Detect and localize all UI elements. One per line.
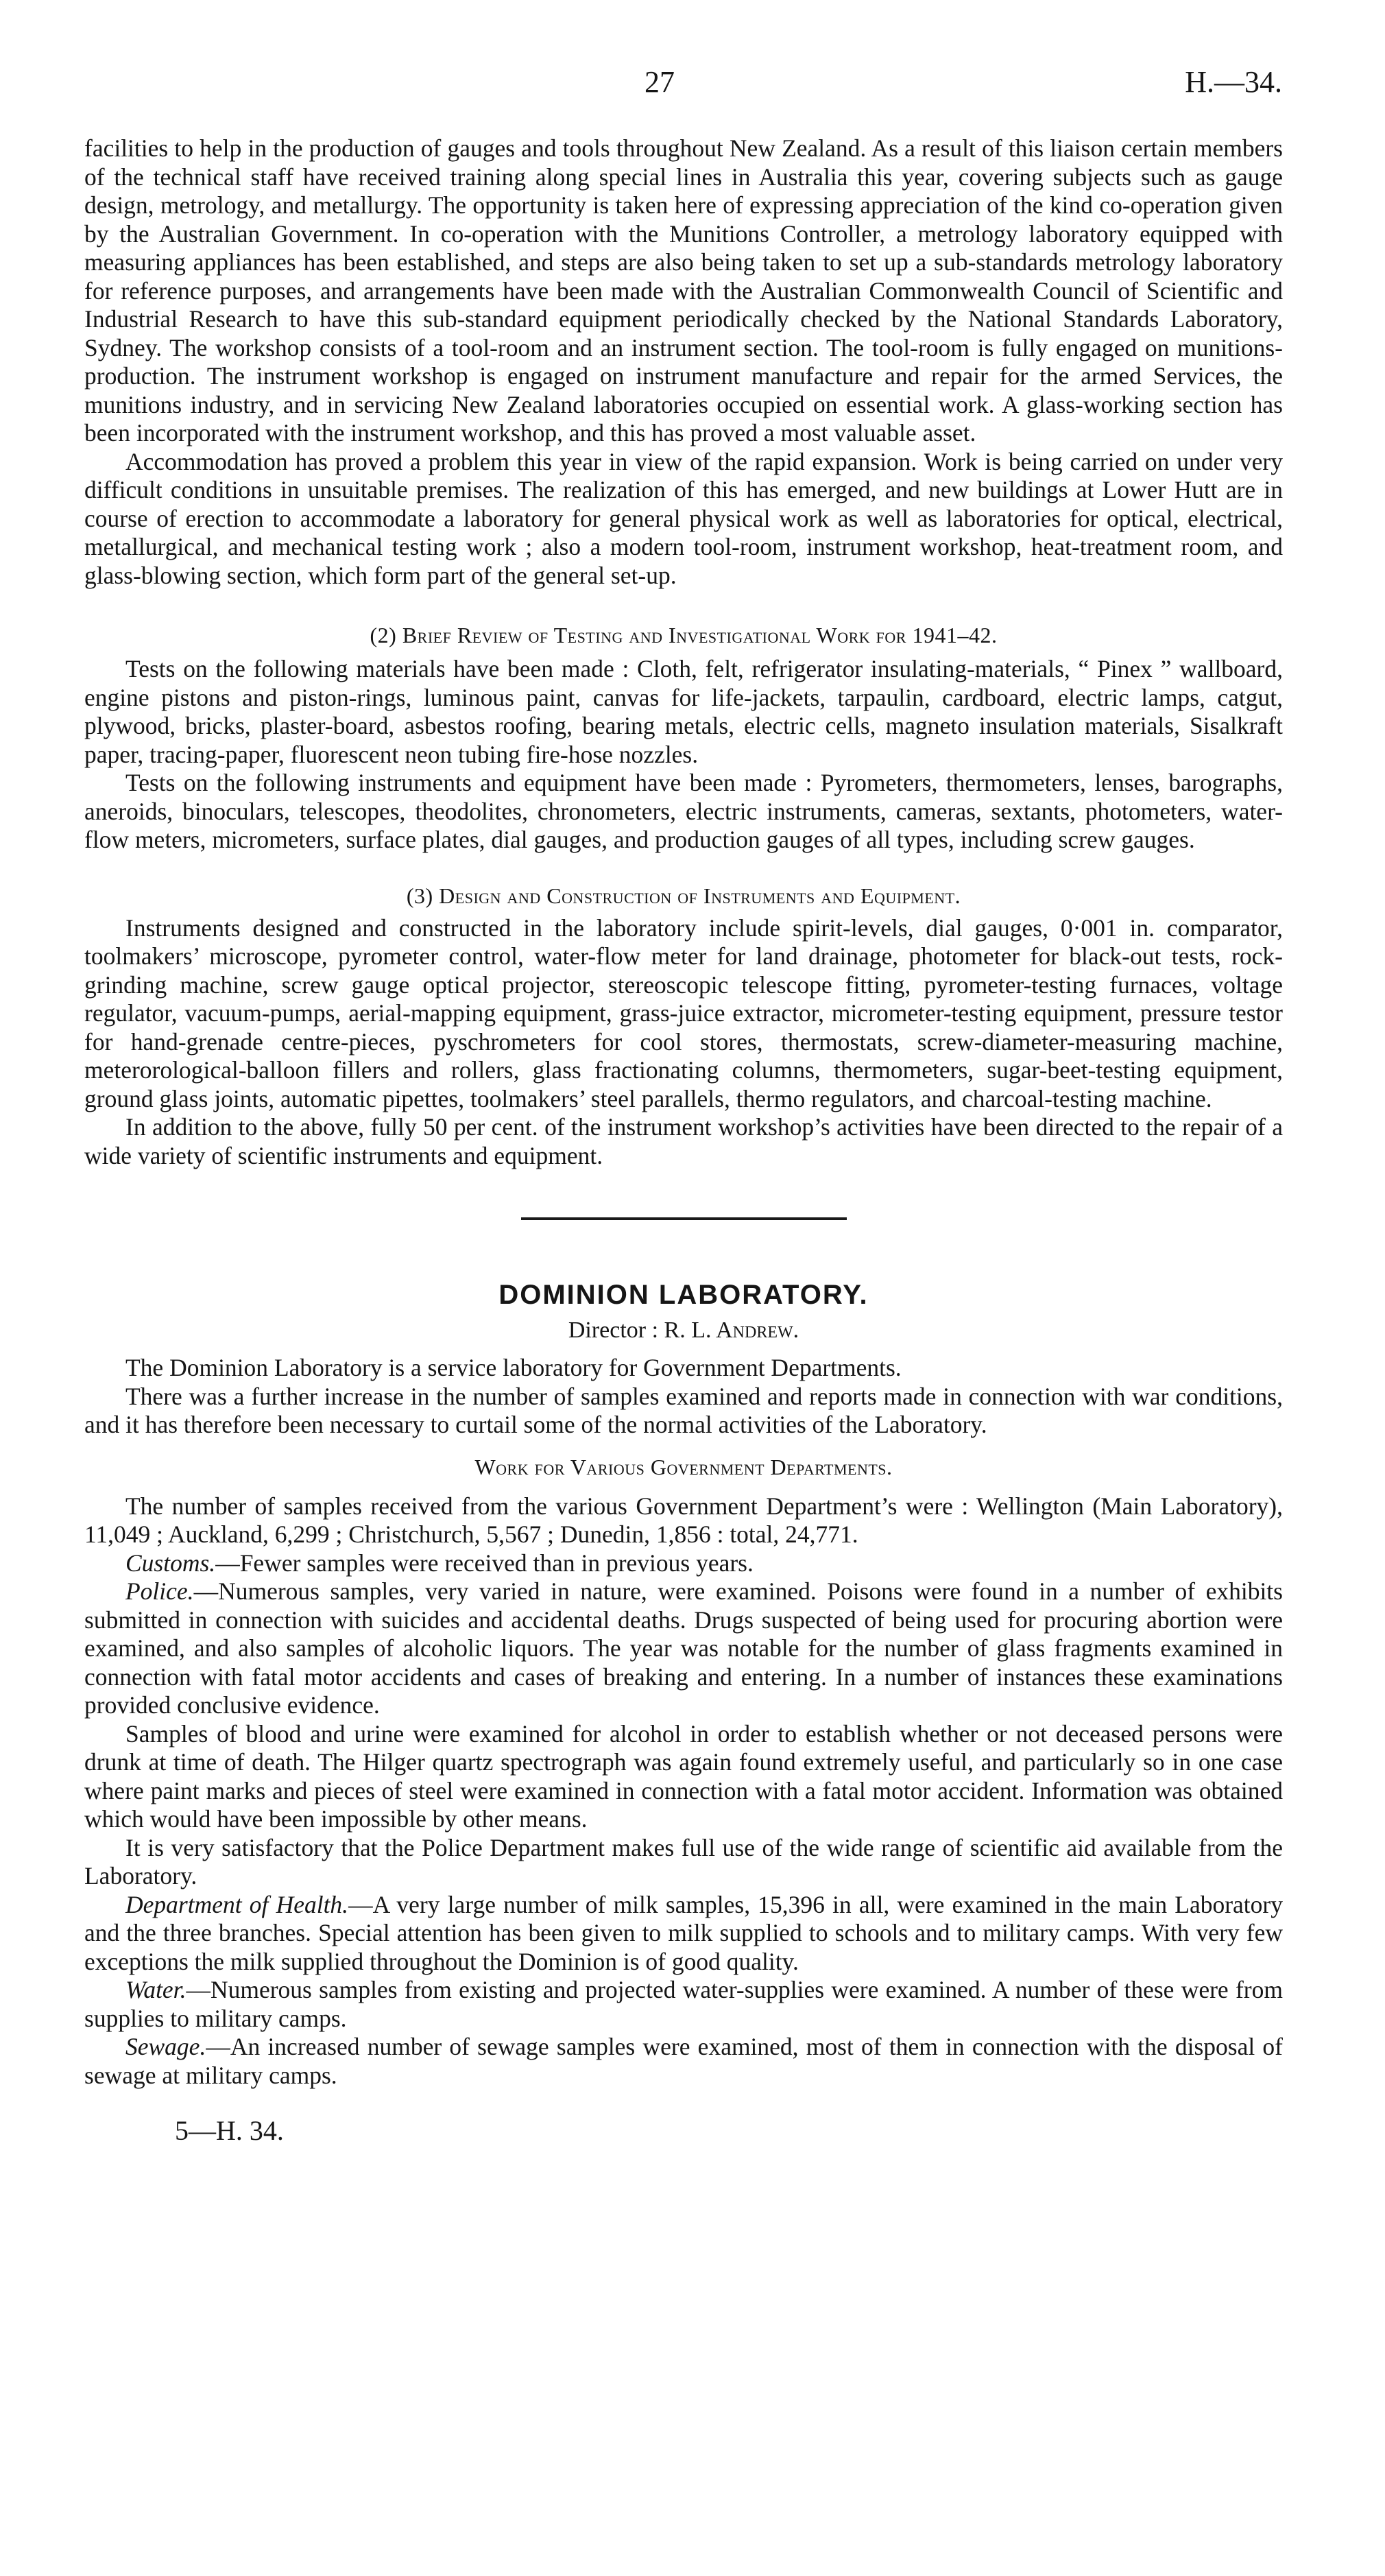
sewage-label: Sewage. (125, 2033, 206, 2060)
paragraph-customs (84, 1549, 1283, 1578)
paragraph-instrument-tests: Tests on the following instruments and equipment have been made : Pyrometers, thermometers, lenses, barographs, aneroids, binoculars, telescopes, theodolites, chronometers, electric instruments, cameras, sextants, photometers, water-flow meters, micrometers, surface plates, dial gauges, and production gauges of all types, including screw gauges. (84, 769, 1283, 853)
paragraph-accommodation: Accommodation has proved a problem this year in view of the rapid expansion. Work is being carried on under very difficult conditions in unsuitable premises. The realization of this has emerged, and new buildings at Lower Hutt are in course of erection to accommodate a laboratory for general physical work as well as laboratories for optical, electrical, metallurgical, and mechanical testing work ; also a modern tool-room, instrument workshop, heat-treatment room, and glass-blowing section, which form part of the general set-up. (84, 447, 1283, 589)
director-line (84, 1315, 1283, 1346)
water-label: Water. (125, 1976, 186, 2003)
customs-label: Customs. (125, 1549, 216, 1577)
paragraph-materials-tests: Tests on the following materials have been made : Cloth, felt, refrigerator insulating-materials, “ Pinex ” wallboard, engine pistons and piston-rings, luminous paint, canvas for life-jackets, tarpaulin, cardboard, electric lamps, catgut, plywood, bricks, plaster-board, asbestos roofing, bearing metals, electric cells, magneto insulation materials, Sisalkraft paper, tracing-paper, fluorescent neon tubing fire-hose nozzles. (84, 655, 1283, 768)
paragraph-scientific-aid: It is very satisfactory that the Police Department makes full use of the wide range of scientific aid available from the Laboratory. (84, 1833, 1283, 1889)
paragraph-sewage (84, 2033, 1283, 2090)
page-number: 27 (645, 65, 675, 99)
customs-text: —Fewer samples were received than in previous years. (215, 1549, 754, 1577)
paragraph-sample-counts: The number of samples received from the various Government Department’s were : Wellington (Main Laboratory), 11,049 ; Auckland, 6,299 ; Christchurch, 5,567 ; Dunedin, 1,856 : total, 24,771. (84, 1492, 1283, 1548)
paragraph-instruments-designed: Instruments designed and constructed in the laboratory include spirit-levels, dial gauges, 0·001 in. comparator, toolmakers’ microscope, pyrometer control, water-flow meter for land drainage, photometer for black-out tests, rock-grinding machine, screw gauge optical projector, stereoscopic telescope fitting, pyrometer-testing furnaces, voltage regulator, vacuum-pumps, aerial-mapping equipment, grass-juice extractor, micrometer-testing equipment, pressure testor for hand-grenade centre-pieces, pyschrometers for cool stores, thermostats, screw-diameter-measuring machine, meterorological-balloon fillers and rollers, glass fractionating columns, thermometers, sugar-beet-testing equipment, ground glass joints, automatic pipettes, toolmakers’ steel parallels, thermo regulators, and charcoal-testing machine. (84, 914, 1283, 1112)
sewage-text: —An increased number of sewage samples were examined, most of them in connection with the disposal of sewage at military camps. (84, 2033, 1283, 2089)
paragraph-service-laboratory: The Dominion Laboratory is a service laboratory for Government Departments. (125, 1354, 902, 1381)
section-divider (521, 1217, 847, 1220)
paragraph-facilities: facilities to help in the production of gauges and tools throughout New Zealand. As a result of this liaison certain members of the technical staff have received training along special lines in Australia this year, covering subjects such as gauge design, metrology, and metallurgy. The opportunity is taken here of expressing appreciation of the kind co-operation given by the Australian Government. In co-operation with the Munitions Controller, a metrology laboratory equipped with measuring appliances has been established, and steps are also being taken to set up a sub-standards metrology laboratory for reference purposes, and arrangements have been made with the Australian Commonwealth Council of Scientific and Industrial Research to have this sub-standard equipment periodically checked by the National Standards Laboratory, Sydney. The workshop consists of a tool-room and an instrument section. The tool-room is fully engaged on munitions-production. The instrument workshop is engaged on instrument manufacture and repair for the armed Services, the munitions industry, and in servicing New Zealand laboratories occupied on essential work. A glass-working section has been incorporated with the instrument workshop, and this has proved a most valuable asset. (84, 134, 1283, 446)
police-text: —Numerous samples, very varied in nature, were examined. Poisons were found in a number of exhibits submitted in connection with suicides and accidental deaths. Drugs suspected of being used for procuring abortion were examined, and also samples of alcoholic liquors. The year was notable for the number of glass fragments examined in connection with fatal motor accidents and cases of breaking and entering. In a number of instances these examinations provided conclusive evidence. (84, 1577, 1283, 1719)
paragraph-repair-activities: In addition to the above, fully 50 per cent. of the instrument workshop’s activities have been directed to the repair of a wide variety of scientific instruments and equipment. (84, 1113, 1283, 1169)
paragraph-police (84, 1577, 1283, 1720)
paragraph-health (84, 1891, 1283, 1977)
paragraph-water (84, 1976, 1283, 2033)
health-label: Department of Health. (125, 1890, 349, 1918)
water-text: —Numerous samples from existing and projected water-supplies were examined. A number of these were from supplies to military camps. (84, 1976, 1283, 2032)
director-label: Director : (568, 1317, 659, 1343)
heading-design-construction: (3) Design and Construction of Instruments and Equipment. (406, 883, 961, 908)
heading-testing-review: (2) Brief Review of Testing and Investigational Work for 1941–42. (370, 623, 998, 647)
health-text: —A very large number of milk samples, 15,396 in all, were examined in the main Laboratory and the three branches. Special attention has been given to milk supplied to schools and to military camps. With very few exceptions the milk supplied throughout the Dominion is of good quality. (84, 1890, 1283, 1975)
page-header (0, 64, 1385, 112)
director-name: R. L. Andrew. (664, 1317, 799, 1343)
paragraph-blood-urine: Samples of blood and urine were examined for alcohol in order to establish whether or not deceased persons were drunk at time of death. The Hilger quartz spectrograph was again found extremely useful, and particularly so in one case where paint marks and pieces of steel were examined in connection with a fatal motor accident. Information was obtained which would have been impossible by other means. (84, 1719, 1283, 1833)
document-code: H.—34. (1185, 65, 1282, 99)
dominion-laboratory-title: DOMINION LABORATORY. (498, 1280, 869, 1310)
paragraph-increase-samples: There was a further increase in the number of samples examined and reports made in connection with war conditions, and it has therefore been necessary to curtail some of the normal activities of the Laboratory. (84, 1382, 1283, 1438)
page-body (84, 134, 1283, 2147)
heading-government-work: Work for Various Government Departments. (474, 1454, 893, 1479)
police-label: Police. (125, 1577, 194, 1605)
page-footer-signature: 5—H. 34. (175, 2115, 284, 2146)
